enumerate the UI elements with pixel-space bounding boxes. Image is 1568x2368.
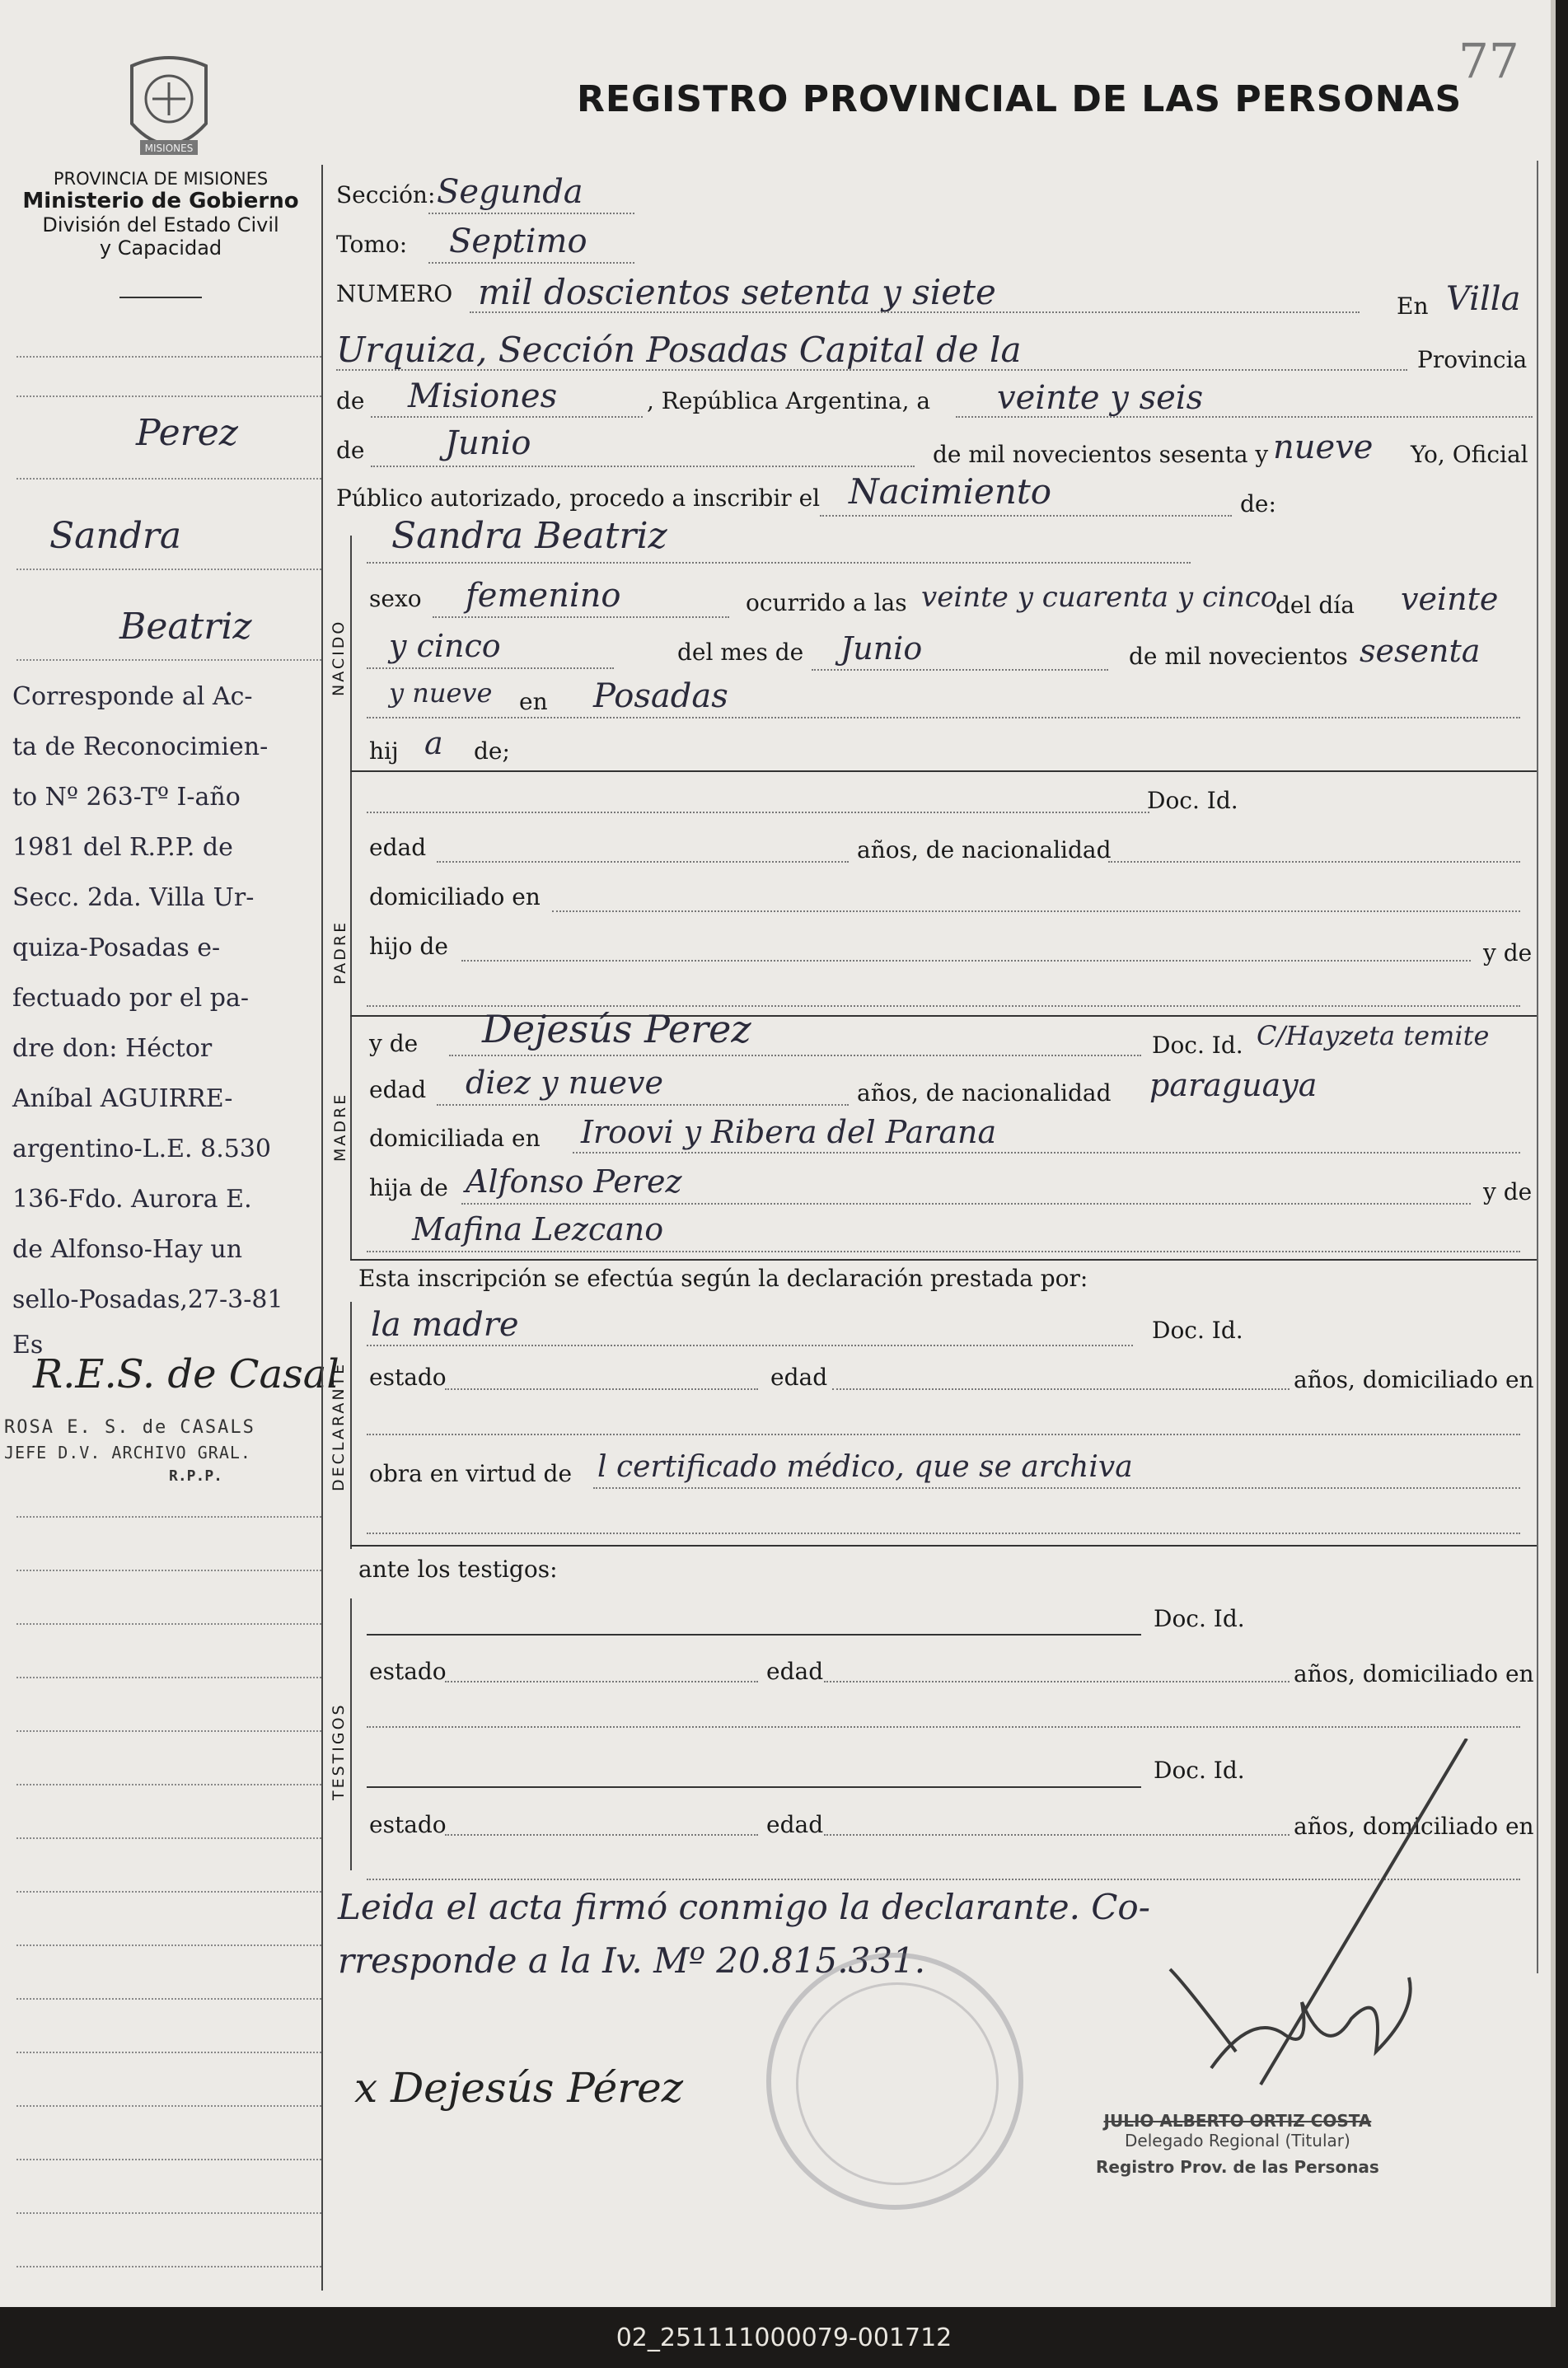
abuela-value: Mafina Lezcano bbox=[412, 1211, 664, 1247]
madre-nombre-value: Dejesús Perez bbox=[482, 1007, 751, 1051]
field-line bbox=[593, 1487, 1520, 1489]
padre-anios-label: años, de nacionalidad bbox=[857, 836, 1112, 863]
anio-label: de mil novecientos sesenta y bbox=[933, 441, 1269, 468]
margin-rule bbox=[16, 1677, 321, 1678]
margin-rule bbox=[16, 1784, 321, 1785]
margin-rule bbox=[16, 478, 321, 480]
field-line bbox=[1108, 861, 1520, 863]
hij-value: a bbox=[424, 725, 443, 761]
madre-hija-de-label: hija de bbox=[369, 1174, 448, 1201]
de-semicolon-label: de; bbox=[474, 737, 510, 765]
obra-value: l certificado médico, que se archiva bbox=[597, 1450, 1133, 1484]
field-line bbox=[449, 1055, 1141, 1056]
annotation-line: to Nº 263-Tº I-año bbox=[12, 783, 241, 812]
stamp-line: JEFE D.V. ARCHIVO GRAL. bbox=[4, 1443, 251, 1462]
annotation-line: Es bbox=[12, 1331, 44, 1359]
en-value: Villa bbox=[1446, 280, 1521, 318]
archive-stamp bbox=[4, 1417, 255, 1485]
cierre-line-2: rresponde a la Iv. Mº 20.815.331. bbox=[338, 1940, 926, 1981]
field-line bbox=[367, 1533, 1520, 1534]
margin-rule bbox=[16, 569, 321, 570]
numero-label: NUMERO bbox=[336, 280, 453, 307]
margin-rule bbox=[16, 395, 321, 397]
mes-nac-value: Junio bbox=[840, 630, 923, 667]
field-line bbox=[445, 1681, 758, 1682]
anio-value: nueve bbox=[1273, 428, 1374, 466]
field-line bbox=[367, 1345, 1133, 1346]
field-line bbox=[552, 910, 1520, 912]
margin-rule bbox=[16, 2266, 321, 2267]
padre-doc-id-label: Doc. Id. bbox=[1147, 787, 1238, 814]
section-rule bbox=[350, 1545, 1537, 1547]
section-rule bbox=[350, 1259, 1537, 1261]
seccion-label: Sección: bbox=[336, 181, 436, 208]
section-divider bbox=[350, 536, 352, 1261]
provincial-seal-icon bbox=[115, 49, 222, 165]
padre-domicilio-label: domiciliado en bbox=[369, 883, 541, 910]
madre-anios-label: años, de nacionalidad bbox=[857, 1079, 1112, 1107]
testigo2-edad-label: edad bbox=[766, 1811, 824, 1838]
field-line bbox=[428, 262, 634, 264]
testigo2-anios-label: años, domiciliado en bbox=[1294, 1813, 1534, 1840]
margin-rule bbox=[16, 1944, 321, 1946]
margin-name-1: Sandra bbox=[49, 515, 182, 557]
provincia-value: Misiones bbox=[408, 377, 558, 415]
nombre-value: Sandra Beatriz bbox=[391, 515, 667, 557]
mes-value: Junio bbox=[445, 424, 531, 462]
field-line bbox=[832, 1388, 1290, 1390]
de-colon-label: de: bbox=[1240, 490, 1276, 517]
tomo-label: Tomo: bbox=[336, 231, 408, 258]
declarante-doc-id-label: Doc. Id. bbox=[1152, 1317, 1243, 1344]
field-line bbox=[433, 616, 729, 618]
annotation-line: Aníbal AGUIRRE- bbox=[12, 1084, 233, 1113]
field-line bbox=[367, 1634, 1141, 1636]
madre-edad-label: edad bbox=[369, 1076, 427, 1103]
dia-nac-value: veinte bbox=[1401, 581, 1499, 617]
testigo1-estado-label: estado bbox=[369, 1658, 447, 1685]
madre-edad-value: diez y nueve bbox=[466, 1065, 664, 1101]
abuelo-value: Alfonso Perez bbox=[466, 1163, 682, 1200]
field-line bbox=[371, 416, 643, 418]
field-line bbox=[428, 213, 634, 214]
margin-rule bbox=[16, 1516, 321, 1518]
madre-doc-id-label: Doc. Id. bbox=[1152, 1032, 1243, 1059]
field-line bbox=[367, 717, 1520, 718]
header-ministry: Ministerio de Gobierno bbox=[22, 189, 299, 213]
testigos-section-label: TESTIGOS bbox=[330, 1702, 348, 1800]
field-line bbox=[820, 515, 1232, 517]
nacido-section-label: NACIDO bbox=[330, 619, 348, 696]
margin-signature: R.E.S. de Casal bbox=[33, 1351, 339, 1397]
provincia-label: Provincia bbox=[1417, 346, 1528, 373]
field-line bbox=[367, 562, 1191, 564]
officer-name: JULIO ALBERTO ORTIZ COSTA bbox=[1103, 2111, 1372, 2131]
header-rule bbox=[119, 297, 202, 298]
annotation-line: dre don: Héctor bbox=[12, 1034, 213, 1063]
annotation-line: argentino-L.E. 8.530 bbox=[12, 1135, 271, 1163]
field-line bbox=[573, 1152, 1520, 1154]
field-line bbox=[367, 1434, 1520, 1435]
margin-name-2: Beatriz bbox=[119, 606, 252, 648]
padre-y-de-label: y de bbox=[1483, 939, 1533, 966]
official-stamp-inner bbox=[796, 1982, 999, 2185]
field-line bbox=[812, 669, 1108, 671]
annotation-line: de Alfonso-Hay un bbox=[12, 1235, 243, 1264]
field-line bbox=[445, 1834, 758, 1836]
field-line bbox=[336, 369, 1407, 371]
annotation-line: fectuado por el pa- bbox=[12, 984, 249, 1013]
del-mes-label: del mes de bbox=[677, 639, 804, 666]
annotation-line: sello-Posadas,27-3-81 bbox=[12, 1285, 283, 1314]
sexo-value: femenino bbox=[466, 577, 621, 615]
margin-rule bbox=[16, 1730, 321, 1732]
field-line bbox=[470, 311, 1360, 313]
seal-text: MISIONES bbox=[144, 143, 194, 154]
image-caption: 02_251111000079-001712 bbox=[0, 2307, 1568, 2368]
field-line bbox=[824, 1681, 1290, 1682]
del-dia-label: del día bbox=[1275, 592, 1355, 619]
column-divider bbox=[321, 165, 323, 2291]
margin-rule bbox=[16, 2159, 321, 2160]
testigo1-edad-label: edad bbox=[766, 1658, 824, 1685]
declarante-section-label: DECLARANTE bbox=[330, 1361, 348, 1491]
hij-label: hij bbox=[369, 737, 399, 765]
margin-rule bbox=[16, 1891, 321, 1893]
margin-rule bbox=[16, 1623, 321, 1625]
testigo1-doc-id-label: Doc. Id. bbox=[1154, 1605, 1245, 1632]
margin-surname: Perez bbox=[136, 412, 238, 454]
annotation-line: 136-Fdo. Aurora E. bbox=[12, 1185, 252, 1214]
field-line bbox=[461, 960, 1471, 962]
madre-y-de-label: y de bbox=[369, 1030, 419, 1057]
de-label: de bbox=[336, 387, 365, 414]
ocurrido-label: ocurrido a las bbox=[746, 589, 907, 616]
right-border bbox=[1537, 161, 1538, 1973]
annotation-line: 1981 del R.P.P. de bbox=[12, 833, 233, 862]
margin-annotation bbox=[12, 672, 321, 1366]
oficial-label: Yo, Oficial bbox=[1411, 441, 1528, 468]
mil-nov-label: de mil novecientos bbox=[1129, 643, 1348, 670]
header-capacity: y Capacidad bbox=[99, 236, 222, 260]
acto-value: Nacimiento bbox=[849, 471, 1052, 512]
lugar-value: Urquiza, Sección Posadas Capital de la bbox=[336, 330, 1022, 370]
margin-rule bbox=[16, 2212, 321, 2214]
margin-rule bbox=[16, 1998, 321, 2000]
lugar-nac-value: Posadas bbox=[593, 677, 728, 715]
de-label-2: de bbox=[336, 437, 365, 464]
madre-doc-value: C/Hayzeta temite bbox=[1257, 1020, 1490, 1051]
tomo-value: Septimo bbox=[449, 222, 587, 260]
testigo2-estado-label: estado bbox=[369, 1811, 447, 1838]
obra-label: obra en virtud de bbox=[369, 1460, 573, 1487]
field-line bbox=[445, 1388, 758, 1390]
declarante-value: la madre bbox=[371, 1306, 519, 1344]
section-divider bbox=[350, 1302, 352, 1549]
anio-nac-value-2: y nueve bbox=[389, 677, 493, 709]
field-line bbox=[956, 416, 1533, 418]
margin-rule bbox=[16, 659, 321, 661]
margin-rule bbox=[16, 2105, 321, 2107]
declarante-edad-label: edad bbox=[770, 1364, 828, 1391]
padre-section-label: PADRE bbox=[331, 920, 349, 985]
padre-hijo-de-label: hijo de bbox=[369, 933, 448, 960]
madre-domicilio-label: domiciliada en bbox=[369, 1125, 541, 1152]
padre-edad-label: edad bbox=[369, 834, 427, 861]
publico-label: Público autorizado, procedo a inscribir el bbox=[336, 484, 821, 512]
issuer-header bbox=[0, 169, 321, 260]
hora-value: veinte y cuarenta y cinco bbox=[921, 581, 1278, 614]
field-line bbox=[367, 1726, 1520, 1728]
numero-value: mil doscientos setenta y siete bbox=[478, 272, 996, 312]
field-line bbox=[367, 812, 1149, 813]
officer-signature-icon bbox=[1137, 1739, 1483, 2118]
margin-rule bbox=[16, 356, 321, 358]
officer-organization: Registro Prov. de las Personas bbox=[1096, 2157, 1379, 2177]
firma-madre: x Dejesús Pérez bbox=[354, 2064, 684, 2112]
margin-rule bbox=[16, 2052, 321, 2053]
field-line bbox=[367, 667, 614, 669]
annotation-line: ta de Reconocimien- bbox=[12, 732, 269, 761]
testigos-intro-label: ante los testigos: bbox=[358, 1556, 558, 1583]
seccion-value: Segunda bbox=[437, 173, 583, 211]
annotation-line: quiza-Posadas e- bbox=[12, 934, 221, 962]
stamp-line: ROSA E. S. de CASALS bbox=[4, 1417, 255, 1438]
section-divider bbox=[350, 1598, 352, 1870]
en-label-2: en bbox=[519, 688, 548, 715]
dia-value: veinte y seis bbox=[997, 379, 1204, 417]
official-stamp bbox=[766, 1953, 1023, 2210]
stamp-line: R.P.P. bbox=[169, 1467, 223, 1485]
field-line bbox=[367, 1251, 1520, 1252]
field-line bbox=[437, 1104, 849, 1106]
dia-nac-value-2: y cinco bbox=[389, 628, 501, 664]
officer-block bbox=[1096, 2111, 1379, 2177]
anio-nac-value: sesenta bbox=[1360, 633, 1481, 669]
header-province: PROVINCIA DE MISIONES bbox=[53, 169, 269, 189]
annotation-line: Corresponde al Ac- bbox=[12, 682, 253, 711]
declarante-estado-label: estado bbox=[369, 1364, 447, 1391]
sexo-label: sexo bbox=[369, 585, 422, 612]
declaracion-label: Esta inscripción se efectúa según la declaración prestada por: bbox=[358, 1265, 1088, 1292]
declarante-anios-label: años, domiciliado en bbox=[1294, 1366, 1534, 1393]
madre-section-label: MADRE bbox=[331, 1092, 349, 1162]
officer-role: Delegado Regional (Titular) bbox=[1125, 2131, 1350, 2150]
republica-label: , República Argentina, a bbox=[647, 387, 931, 414]
en-label: En bbox=[1397, 292, 1429, 320]
cierre-line-1: Leida el acta firmó conmigo la declarante. Co- bbox=[338, 1887, 1150, 1927]
field-line bbox=[367, 1786, 1141, 1788]
annotation-line: Secc. 2da. Villa Ur- bbox=[12, 883, 255, 912]
madre-y-de-label-2: y de bbox=[1483, 1178, 1533, 1205]
field-line bbox=[371, 466, 915, 467]
document-title: REGISTRO PROVINCIAL DE LAS PERSONAS bbox=[577, 78, 1463, 120]
madre-domicilio-value: Iroovi y Ribera del Parana bbox=[581, 1114, 997, 1150]
section-rule bbox=[350, 770, 1537, 772]
testigo1-anios-label: años, domiciliado en bbox=[1294, 1660, 1534, 1687]
field-line bbox=[461, 1203, 1471, 1205]
testigo2-doc-id-label: Doc. Id. bbox=[1154, 1757, 1245, 1784]
field-line bbox=[437, 861, 849, 863]
madre-nacionalidad-value: paraguaya bbox=[1149, 1067, 1318, 1103]
page-number: 77 bbox=[1458, 33, 1519, 89]
margin-rule bbox=[16, 1570, 321, 1571]
margin-rule bbox=[16, 1837, 321, 1839]
header-division: División del Estado Civil bbox=[42, 213, 279, 236]
